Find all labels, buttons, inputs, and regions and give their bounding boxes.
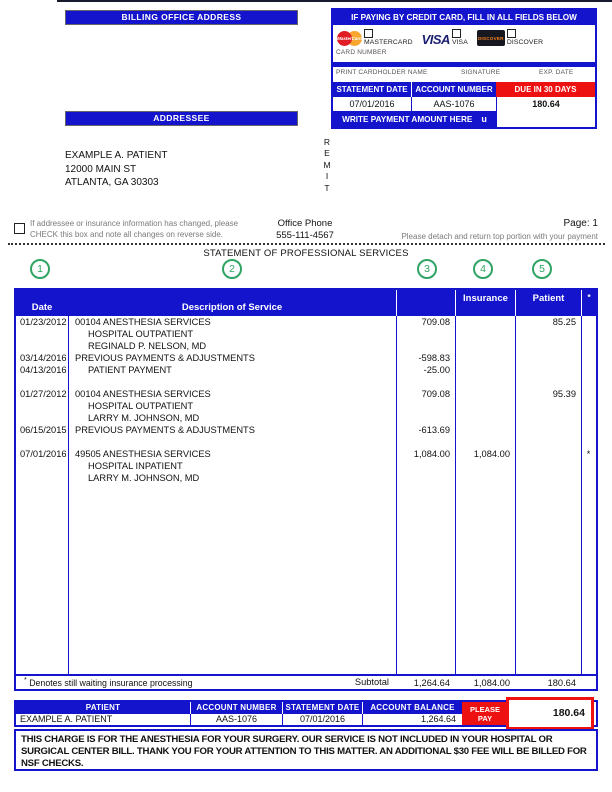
- statement-date-header: STATEMENT DATE: [333, 82, 411, 97]
- column-number-badge-3: 3: [417, 259, 437, 279]
- patient-address: [65, 149, 167, 190]
- service-line: 06/15/2015 PREVIOUS PAYMENTS & ADJUSTMENTS -613.69: [20, 425, 450, 435]
- service-line: [16, 376, 596, 388]
- visa-option: [422, 29, 468, 46]
- mastercard-label: MASTERCARD: [364, 39, 413, 46]
- column-divider: [68, 316, 69, 689]
- summary-account-balance-value: 1,264.64: [362, 714, 462, 725]
- service-line: HOSPITAL INPATIENT: [88, 461, 183, 471]
- discover-logo-icon: DISCOVER: [477, 30, 505, 46]
- please-pay-cell: PLEASE PAY: [462, 702, 508, 725]
- page-number: Page: 1: [563, 218, 598, 229]
- amount-due-value: 180.64: [496, 97, 595, 111]
- summary-account-number-header: ACCOUNT NUMBER: [190, 702, 282, 714]
- office-phone-label: Office Phone: [277, 218, 333, 229]
- write-payment-label: WRITE PAYMENT AMOUNT HERE u: [333, 111, 496, 127]
- column-number-badge-4: 4: [473, 259, 493, 279]
- service-line: LARRY M. JOHNSON, MD: [88, 413, 200, 423]
- summary-statement-date-header: STATEMENT DATE: [282, 702, 362, 714]
- discover-label: DISCOVER: [506, 39, 544, 46]
- office-phone-number: 555-111-4567: [276, 229, 334, 241]
- services-table-body: [16, 316, 596, 689]
- th-patient: Patient: [515, 290, 581, 316]
- remit-vertical-label: R E M I T: [323, 137, 331, 193]
- patient-street: 12000 MAIN ST: [65, 163, 137, 175]
- mastercard-option: [337, 29, 413, 46]
- payment-summary-headers: [333, 82, 595, 97]
- column-divider: [515, 316, 516, 689]
- service-line: 04/13/2016 PATIENT PAYMENT -25.00: [20, 365, 450, 375]
- th-flag: *: [581, 290, 596, 316]
- services-table: [14, 288, 598, 691]
- account-number-value: AAS-1076: [411, 97, 496, 111]
- change-notice-text: If addressee or insurance information has changed, please CHECK this box and note all changes on reverse side.: [30, 219, 239, 239]
- mastercard-logo-icon: MasterCard: [337, 31, 362, 46]
- patient-city: ATLANTA, GA 30303: [65, 177, 159, 188]
- statement-date-value: 07/01/2016: [333, 97, 411, 111]
- amount-due-box: 180.64: [506, 697, 594, 730]
- summary-account-balance-header: ACCOUNT BALANCE: [362, 702, 462, 714]
- services-table-header: [16, 290, 596, 316]
- write-payment-arrow-glyph: u: [481, 114, 487, 124]
- exp-date-label: EXP. DATE: [539, 69, 574, 76]
- service-line: 01/23/2012 00104 ANESTHESIA SERVICES 709.08 85.25: [20, 317, 576, 327]
- patient-name: EXAMPLE A. PATIENT: [65, 150, 168, 161]
- service-line: 07/01/2016 49505 ANESTHESIA SERVICES 1,084.00 1,084.00 *: [20, 449, 591, 459]
- write-payment-row: [333, 111, 595, 127]
- th-date: Date: [31, 302, 53, 313]
- column-divider: [581, 316, 582, 689]
- perforation-line: [8, 243, 605, 245]
- summary-patient-header: PATIENT: [16, 702, 190, 714]
- mastercard-checkbox[interactable]: [364, 29, 373, 38]
- column-divider: [396, 316, 397, 689]
- payment-summary-values: [333, 97, 595, 111]
- subtotal-amount: 1,264.64: [413, 677, 450, 688]
- service-line: 01/27/2012 00104 ANESTHESIA SERVICES 709.08 95.39: [20, 389, 576, 399]
- summary-account-number-value: AAS-1076: [190, 714, 282, 725]
- discover-checkbox[interactable]: [507, 29, 516, 38]
- subtotal-insurance: 1,084.00: [473, 677, 510, 688]
- column-divider: [455, 316, 456, 689]
- th-amount: [396, 290, 455, 316]
- signature-label: SIGNATURE: [461, 69, 501, 76]
- column-number-badge-1: 1: [30, 259, 50, 279]
- billing-office-banner: BILLING OFFICE ADDRESS: [65, 10, 298, 25]
- credit-card-box: [331, 8, 597, 129]
- summary-statement-date-value: 07/01/2016: [282, 714, 362, 725]
- credit-card-header: IF PAYING BY CREDIT CARD, FILL IN ALL FIELDS BELOW: [333, 10, 595, 25]
- page-top-rule: [57, 0, 612, 2]
- cardholder-fields-row[interactable]: [333, 67, 595, 82]
- footnote: * Denotes still waiting insurance processing: [24, 677, 193, 688]
- visa-checkbox[interactable]: [452, 29, 461, 38]
- th-description: Description of Service: [181, 302, 283, 313]
- column-number-badge-2: 2: [222, 259, 242, 279]
- summary-patient-value: EXAMPLE A. PATIENT: [20, 714, 113, 724]
- card-options-row: [333, 25, 595, 48]
- addressee-banner: ADDRESSEE: [65, 111, 298, 126]
- service-line: REGINALD P. NELSON, MD: [88, 341, 207, 351]
- subtotal-row: [16, 674, 596, 689]
- card-number-label: CARD NUMBER: [336, 49, 387, 56]
- card-number-field[interactable]: [333, 48, 595, 62]
- service-line: 03/14/2016 PREVIOUS PAYMENTS & ADJUSTMENTS -598.83: [20, 353, 450, 363]
- service-line: HOSPITAL OUTPATIENT: [88, 329, 194, 339]
- th-insurance: Insurance: [455, 290, 515, 316]
- subtotal-label: Subtotal: [354, 677, 389, 688]
- visa-logo-icon: VISA: [421, 32, 450, 47]
- service-line: HOSPITAL OUTPATIENT: [88, 401, 194, 411]
- discover-option: [477, 29, 543, 46]
- service-line: [16, 436, 596, 448]
- service-line: LARRY M. JOHNSON, MD: [88, 473, 200, 483]
- statement-title: STATEMENT OF PROFESSIONAL SERVICES: [203, 248, 409, 259]
- cardholder-name-label: PRINT CARDHOLDER NAME: [336, 69, 428, 76]
- column-number-badge-5: 5: [532, 259, 552, 279]
- account-number-header: ACCOUNT NUMBER: [411, 82, 496, 97]
- change-notice-checkbox[interactable]: [14, 223, 25, 234]
- subtotal-patient: 180.64: [547, 677, 576, 688]
- service-lines: [16, 316, 596, 484]
- statement-message: THIS CHARGE IS FOR THE ANESTHESIA FOR YOUR SURGERY. OUR SERVICE IS NOT INCLUDED IN YOUR HOSPITAL OR SURGICAL CENTER BILL. THANK YOU FOR YOUR ATTENTION TO THIS MATTER. AN ADDITIONAL $30 FEE WILL BE BILLED FOR NSF CHECKS.: [14, 729, 598, 771]
- write-payment-amount-field[interactable]: [496, 111, 595, 127]
- visa-label: VISA: [451, 39, 468, 46]
- detach-note: Please detach and return top portion with your payment: [401, 232, 598, 241]
- due-in-30-days-header: DUE IN 30 DAYS: [496, 82, 595, 97]
